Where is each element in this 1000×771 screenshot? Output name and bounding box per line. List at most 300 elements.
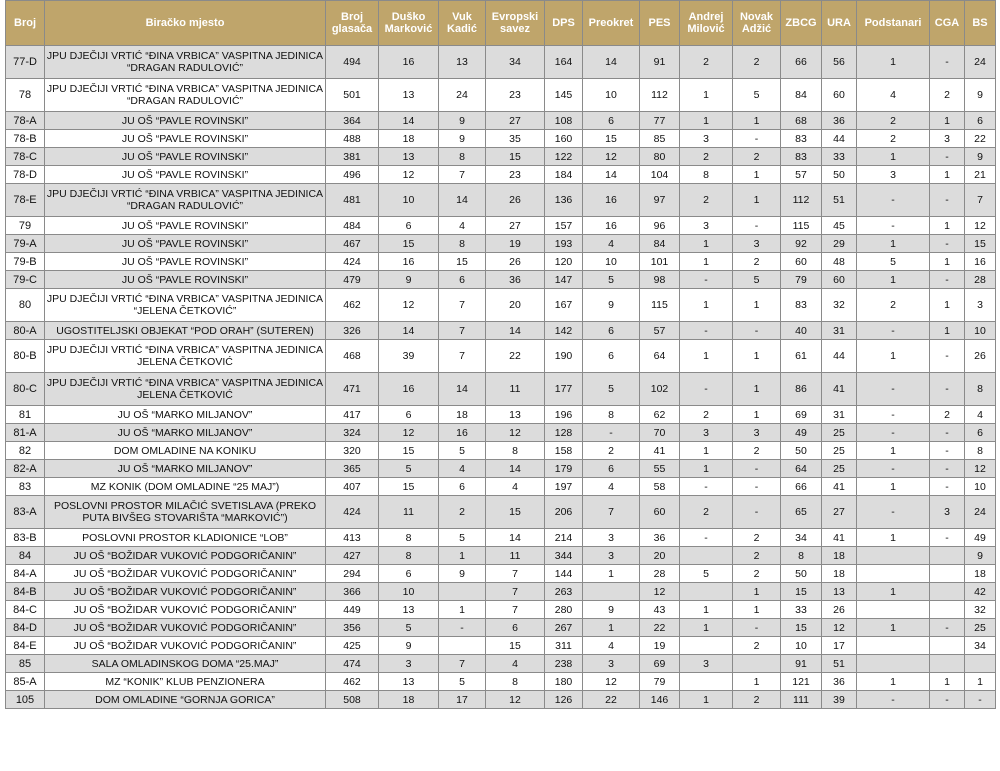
cell-value: 43 [640, 601, 680, 619]
header-biracko-mjesto: Biračko mjesto [45, 1, 326, 46]
cell-value: 25 [965, 619, 996, 637]
cell-value: 425 [326, 637, 379, 655]
cell-biracko-mjesto: JU OŠ “PAVLE ROVINSKI” [45, 130, 326, 148]
cell-value: 2 [680, 148, 733, 166]
cell-value: 51 [822, 655, 857, 673]
cell-value: 28 [965, 271, 996, 289]
table-row [6, 442, 996, 460]
cell-value: 29 [822, 235, 857, 253]
cell-value: 7 [439, 166, 486, 184]
cell-value: 12 [965, 217, 996, 235]
cell-value: 79 [640, 673, 680, 691]
cell-value [930, 583, 965, 601]
cell-value: 324 [326, 424, 379, 442]
header-dps: DPS [545, 1, 583, 46]
header-evropski-savez: Evropski savez [486, 1, 545, 46]
cell-broj: 78-D [6, 166, 45, 184]
cell-value: 5 [439, 673, 486, 691]
cell-value: 206 [545, 496, 583, 529]
table-row [6, 601, 996, 619]
cell-value: 18 [822, 547, 857, 565]
cell-value: 44 [822, 130, 857, 148]
cell-value [680, 583, 733, 601]
cell-broj: 84-C [6, 601, 45, 619]
cell-value: 50 [781, 565, 822, 583]
cell-value: 15 [486, 637, 545, 655]
cell-value: 68 [781, 112, 822, 130]
cell-value: - [857, 406, 930, 424]
cell-value: 24 [965, 46, 996, 79]
cell-value: 1 [583, 565, 640, 583]
cell-value: - [857, 373, 930, 406]
cell-value: 41 [822, 373, 857, 406]
cell-value: 3 [857, 166, 930, 184]
cell-biracko-mjesto: JU OŠ “BOŽIDAR VUKOVIĆ PODGORIČANIN” [45, 637, 326, 655]
cell-value: 13 [379, 601, 439, 619]
cell-broj: 80-C [6, 373, 45, 406]
cell-value: 8 [379, 529, 439, 547]
cell-value: 1 [680, 79, 733, 112]
cell-value: 15 [486, 496, 545, 529]
header-row [6, 1, 996, 46]
cell-value: 16 [965, 253, 996, 271]
cell-value [857, 565, 930, 583]
header-dusko-markovic: Duško Marković [379, 1, 439, 46]
cell-biracko-mjesto: JU OŠ “BOŽIDAR VUKOVIĆ PODGORIČANIN” [45, 547, 326, 565]
cell-value: 1 [857, 673, 930, 691]
cell-value: - [680, 478, 733, 496]
cell-broj: 83-A [6, 496, 45, 529]
cell-value: 57 [640, 322, 680, 340]
cell-value: 18 [379, 691, 439, 709]
cell-value: 3 [965, 289, 996, 322]
cell-value: 1 [857, 529, 930, 547]
cell-value: 311 [545, 637, 583, 655]
cell-value: 42 [965, 583, 996, 601]
cell-value: 1 [680, 340, 733, 373]
cell-value [965, 655, 996, 673]
cell-value: 12 [640, 583, 680, 601]
cell-broj: 81-A [6, 424, 45, 442]
cell-value [680, 637, 733, 655]
cell-value: 39 [822, 691, 857, 709]
cell-value: - [733, 478, 781, 496]
cell-value: 16 [379, 253, 439, 271]
cell-value: - [733, 460, 781, 478]
table-row [6, 637, 996, 655]
cell-value: 115 [781, 217, 822, 235]
cell-value: 3 [930, 496, 965, 529]
cell-value: 5 [733, 271, 781, 289]
cell-value: 267 [545, 619, 583, 637]
cell-value: 15 [965, 235, 996, 253]
cell-value: 34 [965, 637, 996, 655]
cell-value: 16 [583, 184, 640, 217]
cell-value: 8 [439, 235, 486, 253]
cell-value: 14 [583, 46, 640, 79]
cell-value: 20 [486, 289, 545, 322]
cell-value: - [680, 529, 733, 547]
cell-value: - [857, 217, 930, 235]
cell-value: 6 [965, 424, 996, 442]
table-row [6, 583, 996, 601]
cell-value: 427 [326, 547, 379, 565]
cell-broj: 85-A [6, 673, 45, 691]
cell-value: 26 [965, 340, 996, 373]
cell-value: 126 [545, 691, 583, 709]
cell-value: 80 [640, 148, 680, 166]
header-cga: CGA [930, 1, 965, 46]
cell-value: 1 [930, 112, 965, 130]
cell-value: 449 [326, 601, 379, 619]
cell-value: 1 [733, 289, 781, 322]
cell-value: 501 [326, 79, 379, 112]
cell-value: 57 [781, 166, 822, 184]
cell-value: 8 [965, 373, 996, 406]
cell-value: 112 [640, 79, 680, 112]
cell-broj: 79 [6, 217, 45, 235]
cell-value: 5 [733, 79, 781, 112]
cell-value: 23 [486, 79, 545, 112]
cell-value: 28 [640, 565, 680, 583]
cell-value: 177 [545, 373, 583, 406]
cell-value: 11 [379, 496, 439, 529]
cell-value: 4 [486, 655, 545, 673]
cell-value: 13 [439, 46, 486, 79]
cell-value [439, 583, 486, 601]
cell-biracko-mjesto: JU OŠ “PAVLE ROVINSKI” [45, 271, 326, 289]
cell-value: 60 [822, 79, 857, 112]
table-row [6, 46, 996, 79]
cell-value: 468 [326, 340, 379, 373]
cell-value: 91 [781, 655, 822, 673]
cell-biracko-mjesto: JU OŠ “PAVLE ROVINSKI” [45, 253, 326, 271]
cell-value: 8 [583, 406, 640, 424]
cell-value: - [583, 424, 640, 442]
cell-value: 15 [379, 442, 439, 460]
cell-broj: 80-A [6, 322, 45, 340]
cell-value: 50 [822, 166, 857, 184]
cell-broj: 77-D [6, 46, 45, 79]
cell-value: 85 [640, 130, 680, 148]
cell-value: 474 [326, 655, 379, 673]
cell-value: 2 [733, 637, 781, 655]
cell-value: 26 [822, 601, 857, 619]
cell-value: 8 [439, 148, 486, 166]
cell-value: 1 [733, 406, 781, 424]
cell-value: 6 [379, 565, 439, 583]
cell-value: 50 [781, 442, 822, 460]
cell-value: 24 [965, 496, 996, 529]
cell-value: 12 [486, 691, 545, 709]
cell-value: 2 [733, 253, 781, 271]
cell-value: 2 [733, 565, 781, 583]
cell-value: 294 [326, 565, 379, 583]
cell-value: 111 [781, 691, 822, 709]
cell-value: 8 [379, 547, 439, 565]
cell-value: 326 [326, 322, 379, 340]
cell-biracko-mjesto: JPU DJEČIJI VRTIĆ “ĐINA VRBICA” VASPITNA JEDINICA “DRAGAN RADULOVIĆ” [45, 184, 326, 217]
cell-value: 1 [857, 478, 930, 496]
cell-value: 9 [965, 547, 996, 565]
cell-value [930, 565, 965, 583]
cell-value: 22 [486, 340, 545, 373]
cell-value: - [733, 217, 781, 235]
cell-value: - [857, 424, 930, 442]
cell-value: 197 [545, 478, 583, 496]
cell-value: 179 [545, 460, 583, 478]
cell-value: 17 [822, 637, 857, 655]
cell-biracko-mjesto: JU OŠ “BOŽIDAR VUKOVIĆ PODGORIČANIN” [45, 601, 326, 619]
cell-value: 51 [822, 184, 857, 217]
cell-biracko-mjesto: JU OŠ “MARKO MILJANOV” [45, 406, 326, 424]
table-row [6, 130, 996, 148]
cell-value: 6 [583, 112, 640, 130]
cell-value: 1 [439, 547, 486, 565]
cell-value: 496 [326, 166, 379, 184]
cell-value: 56 [822, 46, 857, 79]
cell-value: 462 [326, 673, 379, 691]
cell-value: 164 [545, 46, 583, 79]
table-row [6, 322, 996, 340]
cell-value: 365 [326, 460, 379, 478]
cell-value: 356 [326, 619, 379, 637]
cell-value: 145 [545, 79, 583, 112]
cell-value: 9 [379, 271, 439, 289]
cell-biracko-mjesto: JPU DJEČIJI VRTIĆ “ĐINA VRBICA” VASPITNA JEDINICA JELENA ČETKOVIĆ [45, 340, 326, 373]
cell-value: 4 [439, 460, 486, 478]
cell-value: 31 [822, 406, 857, 424]
cell-value: 122 [545, 148, 583, 166]
cell-value: 26 [486, 253, 545, 271]
cell-value: 4 [583, 235, 640, 253]
results-table [5, 0, 996, 709]
cell-value: 44 [822, 340, 857, 373]
cell-value: 2 [583, 442, 640, 460]
cell-value: - [930, 478, 965, 496]
cell-value: - [733, 322, 781, 340]
cell-value: 65 [781, 496, 822, 529]
cell-broj: 79-C [6, 271, 45, 289]
cell-value: 1 [439, 601, 486, 619]
cell-value: 424 [326, 253, 379, 271]
cell-value: 167 [545, 289, 583, 322]
cell-value: - [733, 496, 781, 529]
cell-value: 12 [486, 424, 545, 442]
cell-value: 3 [930, 130, 965, 148]
table-row [6, 529, 996, 547]
cell-value: 6 [583, 322, 640, 340]
cell-biracko-mjesto: JU OŠ “MARKO MILJANOV” [45, 424, 326, 442]
cell-value: 60 [781, 253, 822, 271]
cell-value: 60 [640, 496, 680, 529]
cell-value: 18 [439, 406, 486, 424]
table-row [6, 166, 996, 184]
cell-value: 9 [583, 289, 640, 322]
cell-value: 1 [680, 691, 733, 709]
cell-value: 49 [965, 529, 996, 547]
cell-value: 19 [486, 235, 545, 253]
cell-value: - [930, 373, 965, 406]
cell-biracko-mjesto: JPU DJEČIJI VRTIĆ “ĐINA VRBICA” VASPITNA JEDINICA “DRAGAN RADULOVIĆ” [45, 46, 326, 79]
cell-biracko-mjesto: JU OŠ “BOŽIDAR VUKOVIĆ PODGORIČANIN” [45, 619, 326, 637]
table-row [6, 424, 996, 442]
cell-value: 136 [545, 184, 583, 217]
cell-value: 4 [965, 406, 996, 424]
cell-value: 58 [640, 478, 680, 496]
cell-value: 1 [857, 46, 930, 79]
cell-value: 4 [583, 637, 640, 655]
cell-value: - [930, 271, 965, 289]
cell-value [930, 637, 965, 655]
cell-value: 25 [822, 424, 857, 442]
cell-value: 9 [583, 601, 640, 619]
table-row [6, 148, 996, 166]
cell-value: 1 [680, 235, 733, 253]
cell-value: 14 [583, 166, 640, 184]
cell-biracko-mjesto: SALA OMLADINSKOG DOMA “25.MAJ” [45, 655, 326, 673]
header-bs: BS [965, 1, 996, 46]
cell-value: 1 [733, 166, 781, 184]
cell-value: 61 [781, 340, 822, 373]
cell-value: 407 [326, 478, 379, 496]
header-pes: PES [640, 1, 680, 46]
cell-value [930, 655, 965, 673]
cell-value: 7 [439, 655, 486, 673]
cell-value: 9 [965, 79, 996, 112]
cell-value: 10 [379, 184, 439, 217]
cell-broj: 83 [6, 478, 45, 496]
cell-value: 18 [965, 565, 996, 583]
table-row [6, 217, 996, 235]
cell-value: - [930, 442, 965, 460]
cell-value: - [930, 235, 965, 253]
header-preokret: Preokret [583, 1, 640, 46]
cell-value: 6 [379, 406, 439, 424]
cell-value: 6 [965, 112, 996, 130]
header-zbcg: ZBCG [781, 1, 822, 46]
cell-value: 7 [486, 601, 545, 619]
cell-value: 2 [680, 184, 733, 217]
cell-value: 11 [486, 547, 545, 565]
cell-value: 1 [930, 322, 965, 340]
table-row [6, 547, 996, 565]
cell-value: 66 [781, 46, 822, 79]
cell-value: 9 [439, 112, 486, 130]
cell-value: 2 [680, 406, 733, 424]
cell-biracko-mjesto: JPU DJEČIJI VRTIĆ “ĐINA VRBICA” VASPITNA JEDINICA JELENA ČETKOVIĆ [45, 373, 326, 406]
cell-value: 3 [680, 655, 733, 673]
cell-value: 108 [545, 112, 583, 130]
cell-value: 1 [930, 217, 965, 235]
cell-value: 17 [439, 691, 486, 709]
cell-value: 142 [545, 322, 583, 340]
cell-value: - [857, 184, 930, 217]
cell-value: 32 [965, 601, 996, 619]
cell-value: 462 [326, 289, 379, 322]
cell-value [857, 637, 930, 655]
cell-value: 9 [439, 565, 486, 583]
cell-broj: 82 [6, 442, 45, 460]
cell-value: 381 [326, 148, 379, 166]
cell-value: 7 [583, 496, 640, 529]
cell-value: 22 [965, 130, 996, 148]
table-row [6, 184, 996, 217]
cell-value [930, 601, 965, 619]
cell-broj: 78-E [6, 184, 45, 217]
cell-value: 12 [965, 460, 996, 478]
cell-value: 481 [326, 184, 379, 217]
cell-value: 4 [486, 478, 545, 496]
cell-value: 12 [583, 673, 640, 691]
cell-value: 1 [930, 289, 965, 322]
cell-value: 2 [680, 496, 733, 529]
cell-value: 115 [640, 289, 680, 322]
table-row [6, 340, 996, 373]
cell-biracko-mjesto: JU OŠ “BOŽIDAR VUKOVIĆ PODGORIČANIN” [45, 565, 326, 583]
cell-biracko-mjesto: MZ “KONIK” KLUB PENZIONERA [45, 673, 326, 691]
cell-value: 120 [545, 253, 583, 271]
cell-value: 2 [857, 112, 930, 130]
cell-value: 2 [733, 529, 781, 547]
cell-biracko-mjesto: JU OŠ “PAVLE ROVINSKI” [45, 217, 326, 235]
cell-value [680, 673, 733, 691]
cell-value: 488 [326, 130, 379, 148]
cell-value: 21 [965, 166, 996, 184]
cell-value: 62 [640, 406, 680, 424]
cell-value: - [930, 529, 965, 547]
cell-value: 3 [680, 217, 733, 235]
cell-value: 5 [857, 253, 930, 271]
cell-value: 36 [486, 271, 545, 289]
cell-value: - [930, 46, 965, 79]
cell-value: 112 [781, 184, 822, 217]
cell-value: 12 [379, 289, 439, 322]
cell-value: - [680, 271, 733, 289]
cell-value: 16 [439, 424, 486, 442]
cell-value: 3 [733, 235, 781, 253]
cell-value: 20 [640, 547, 680, 565]
cell-value: 13 [379, 673, 439, 691]
cell-value: 6 [439, 271, 486, 289]
cell-value: 8 [486, 673, 545, 691]
cell-broj: 84-E [6, 637, 45, 655]
cell-value: 238 [545, 655, 583, 673]
cell-value: 1 [680, 112, 733, 130]
cell-value: 64 [640, 340, 680, 373]
cell-value: - [733, 619, 781, 637]
cell-value: 40 [781, 322, 822, 340]
cell-value: 10 [379, 583, 439, 601]
cell-value: - [965, 691, 996, 709]
cell-value: 13 [379, 79, 439, 112]
cell-value: 3 [733, 424, 781, 442]
cell-value: 1 [733, 601, 781, 619]
cell-value: 91 [640, 46, 680, 79]
cell-value: - [857, 691, 930, 709]
cell-value [583, 583, 640, 601]
cell-value: 70 [640, 424, 680, 442]
table-row [6, 673, 996, 691]
cell-value: 13 [379, 148, 439, 166]
cell-value: - [930, 460, 965, 478]
cell-value: 45 [822, 217, 857, 235]
cell-value: 98 [640, 271, 680, 289]
cell-value: 1 [857, 583, 930, 601]
cell-broj: 79-B [6, 253, 45, 271]
cell-value [857, 547, 930, 565]
table-row [6, 655, 996, 673]
